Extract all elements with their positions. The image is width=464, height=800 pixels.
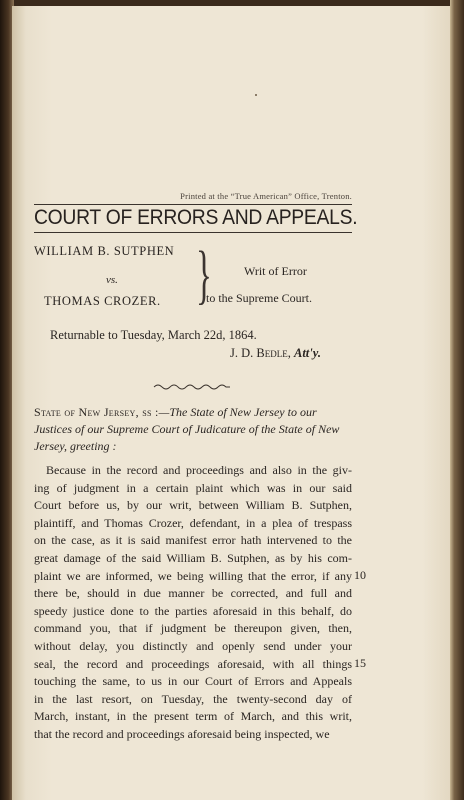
body-line: command you, that if judgment be thereupon given, then, <box>34 621 352 636</box>
writ-title: Writ of Error <box>244 264 307 278</box>
paper-speck <box>255 94 257 96</box>
body-line: great damage of the said William B. Sutphen, as by his com- <box>34 551 352 565</box>
page-stack-edge <box>450 0 464 800</box>
curly-brace: } <box>196 238 212 311</box>
attorney-role: Att'y. <box>293 346 321 360</box>
writ-court: to the Supreme Court. <box>206 291 312 305</box>
court-title: COURT OF ERRORS AND APPEALS. <box>34 206 358 229</box>
body-line: ing of judgment in a certain plaint which was in our said <box>34 480 352 495</box>
margin-line-number: 15 <box>354 655 366 670</box>
body-line: speedy justice done to the parties aforesaid in this behalf, do <box>34 603 352 618</box>
defendant-name: THOMAS CROZER. <box>44 294 161 308</box>
body-line: on the case, as it is said manifest error hath intervened to the <box>34 533 352 548</box>
body-line: Court before us, by our writ, between William B. Sutphen, <box>34 498 352 513</box>
attorney-signature <box>230 346 321 361</box>
body-line: touching the same, to us in our Court of Errors and Appeals <box>34 674 352 689</box>
printer-imprint: Printed at the “True American” Office, Trenton. <box>180 191 352 201</box>
writ-address <box>34 404 352 455</box>
body-line: in the last resort, on Tuesday, the twenty-second day of <box>34 691 352 706</box>
body-line: Because in the record and proceedings and also in the giv- <box>46 463 352 477</box>
ornament-divider <box>152 381 232 391</box>
body-line: plaintiff, and Thomas Crozer, defendant, in a plea of trespass <box>34 515 352 530</box>
returnable-date: Returnable to Tuesday, March 22d, 1864. <box>50 328 257 342</box>
salutation: —The State of New Jersey to our Justices of our Supreme Court of Judicature of the State of New Jersey, greeting : <box>34 405 340 453</box>
paper-page <box>12 6 450 800</box>
top-rule <box>34 204 352 205</box>
body-line: there be, should in due manner be corrected, and full and <box>34 586 352 601</box>
body-line: March, instant, in the present term of March, and this writ, <box>34 709 352 724</box>
margin-line-number: 10 <box>354 567 366 582</box>
body-line: plaint we are informed, we being willing that the error, if any <box>34 568 352 583</box>
body-line: seal, the record and proceedings aforesaid, with all things <box>34 656 352 671</box>
body-line: without delay, you distinctly and openly send under your <box>34 639 352 653</box>
versus-label: vs. <box>106 274 118 286</box>
title-underline <box>34 232 352 233</box>
state-venue: State of New Jersey, ss : <box>34 405 159 419</box>
attorney-name: J. D. Bedle, <box>230 346 291 360</box>
plaintiff-name: WILLIAM B. SUTPHEN <box>34 244 175 258</box>
body-line: that the record and proceedings aforesaid being inspected, we <box>34 727 330 741</box>
